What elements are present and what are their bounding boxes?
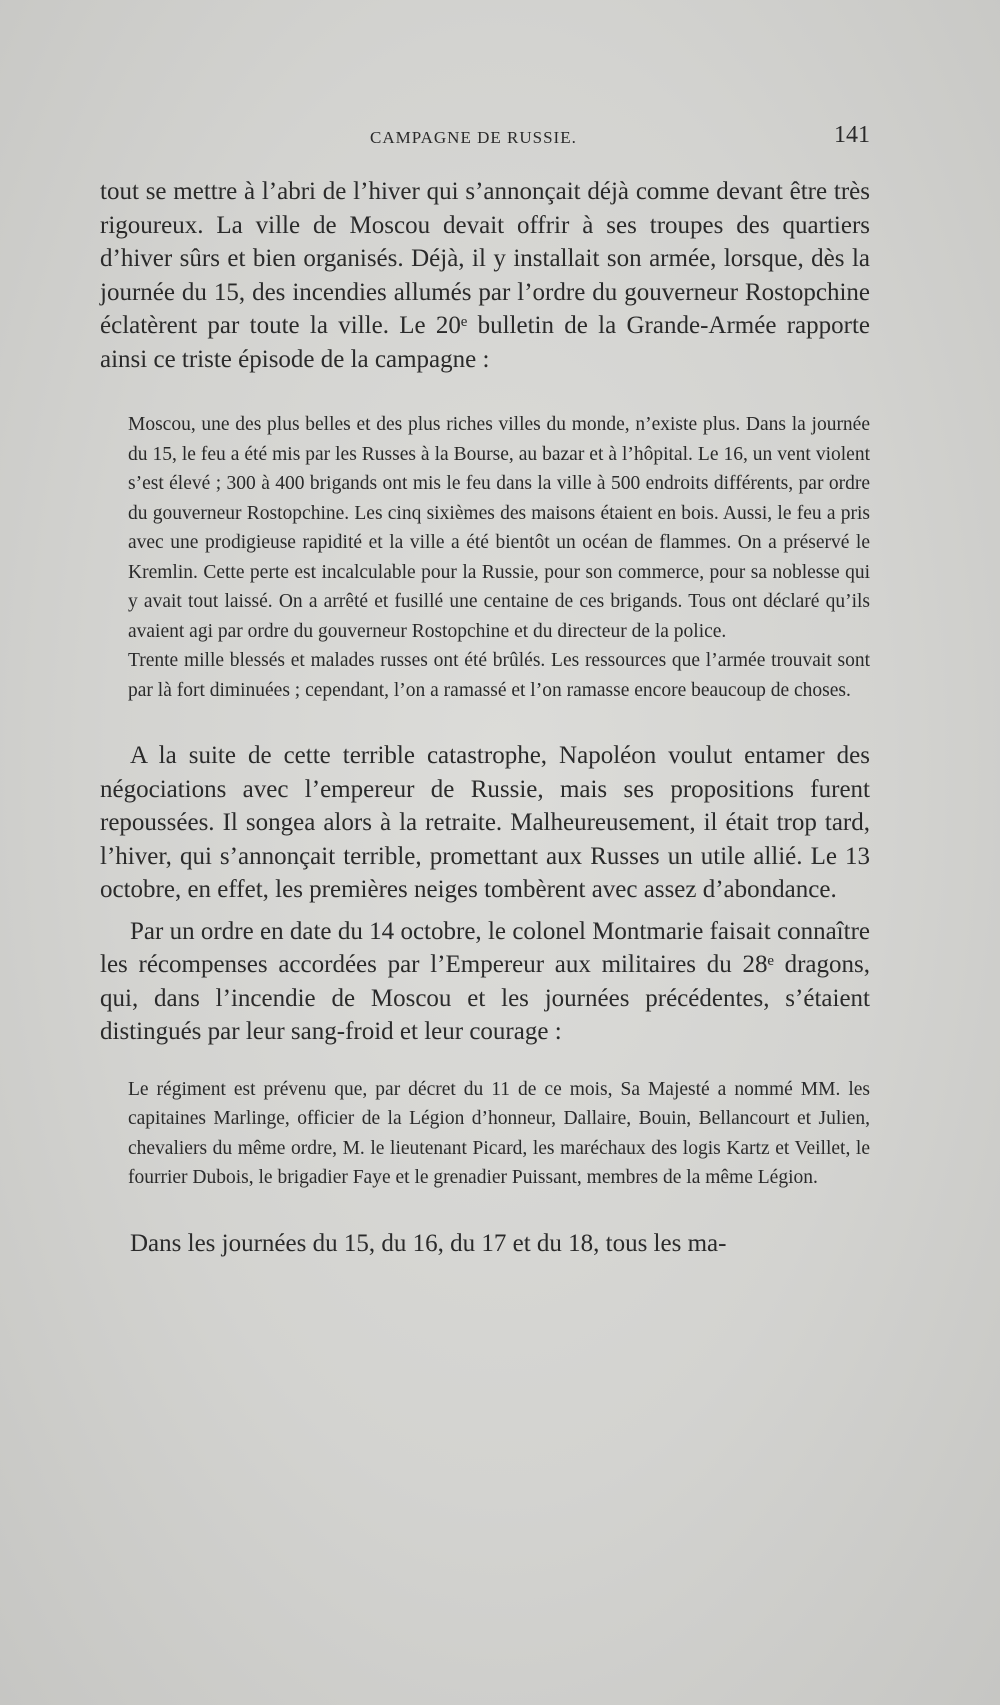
paragraph-catastrophe: A la suite de cette terrible catastrophe, Napoléon voulut entamer des négociations avec l’empereur de Russie, mais ses propositions furent repoussées. Il songea alors à la retraite. Malheureusement, il était trop tard, l’hiver, qui s’annonçait terrible, promettant aux Russes un utile allié. Le 13 octobre, en effet, les premières neiges tombèrent avec assez d’abondance. bbox=[100, 742, 870, 903]
quote-bulletin-continued: Trente mille blessés et malades russes ont été brûlés. Les ressources que l’armée trouvait sont par là fort diminuées ; cependant, l’on a ramassé et l’on ramasse encore beaucoup de choses. bbox=[128, 650, 870, 701]
paragraph-closing: Dans les journées du 15, du 16, du 17 et du 18, tous les ma- bbox=[130, 1229, 727, 1257]
paragraph-rewards: Par un ordre en date du 14 octobre, le colonel Montmarie faisait connaître les récompenses accordées par l’Empereur aux militaires du 28ᵉ dragons, qui, dans l’incendie de Moscou et les journées précédentes, s’étaient distingués par leur sang-froid et leur courage : bbox=[100, 917, 870, 1045]
paragraph-intro: tout se mettre à l’abri de l’hiver qui s’annonçait déjà comme devant être très rigoureux. La ville de Moscou devait offrir à ses troupes des quartiers d’hiver sûrs et bien organisés. Déjà, il y installait son armée, lorsque, dès la journée du 15, des incendies allumés par l’ordre du gouverneur Rostopchine éclatèrent par toute la ville. Le 20ᵉ bulletin de la Grande-Armée rapporte ainsi ce triste épisode de la campagne : bbox=[100, 178, 870, 373]
page-body bbox=[100, 175, 870, 1260]
quote-bulletin: Moscou, une des plus belles et des plus riches villes du monde, n’existe plus. Dans la journée du 15, le feu a été mis par les Russes à la Bourse, au bazar et à l’hôpital. Le 16, un vent violent s’est élevé ; 300 à 400 brigands ont mis le feu dans la ville à 500 endroits différents, par ordre du gouverneur Rostopchine. Les cinq sixièmes des maisons étaient en bois. Aussi, le feu a pris avec une prodigieuse rapidité et la ville a été bientôt un océan de flammes. On a préservé le Kremlin. Cette perte est incalculable pour la Russie, pour son commerce, pour sa noblesse qui y avait tout laissé. On a arrêté et fusillé une centaine de ces brigands. Tous ont déclaré qu’ils avaient agi par ordre du gouverneur Rostopchine et du directeur de la police. bbox=[128, 414, 870, 642]
quote-decree: Le régiment est prévenu que, par décret du 11 de ce mois, Sa Majesté a nommé MM. les capitaines Marlinge, officier de la Légion d’honneur, Dallaire, Bouin, Bellancourt et Julien, chevaliers du même ordre, M. le lieutenant Picard, les maréchaux des logis Kartz et Veillet, le fourrier Dubois, le brigadier Faye et le grenadier Puissant, membres de la même Légion. bbox=[128, 1078, 870, 1188]
page-number: 141 bbox=[834, 122, 870, 148]
running-title: CAMPAGNE DE RUSSIE. bbox=[370, 128, 577, 147]
page-header bbox=[100, 122, 870, 152]
